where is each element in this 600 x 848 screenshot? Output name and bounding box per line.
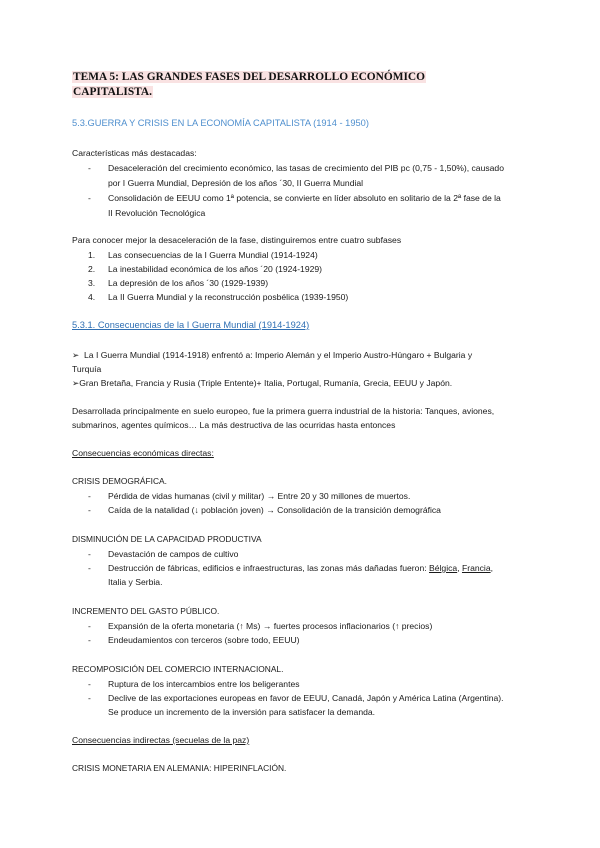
feature-item-continuation: II Revolución Tecnológica (108, 208, 206, 218)
section-heading: 5.3.GUERRA Y CRISIS EN LA ECONOMÍA CAPITALISTA (1914 - 1950) (72, 118, 369, 128)
features-intro: Características más destacadas: (72, 148, 197, 158)
war-participants-line-1: ➢ La I Guerra Mundial (1914-1918) enfrentó a: Imperio Alemán y el Imperio Austro-Húngaro + Bulgaria y (72, 348, 528, 363)
subsection-heading: 5.3.1. Consecuencias de la I Guerra Mundial (1914-1924) (72, 320, 310, 330)
arrowhead-bullet-icon: ➢ (72, 350, 80, 360)
list-item: - Pérdida de vidas humanas (civil y militar) → Entre 20 y 30 millones de muertos. (88, 491, 411, 501)
crisis-demografica-heading: CRISIS DEMOGRÁFICA. (72, 476, 167, 486)
subphase-item: 1. Las consecuencias de la I Guerra Mundial (1914-1924) (88, 250, 318, 260)
war-participants-line-2: Turquía (72, 364, 102, 374)
spending-heading: INCREMENTO DEL GASTO PÚBLICO. (72, 606, 220, 616)
belgica-link: Bélgica (429, 563, 458, 573)
war-participants-line-3: ➢Gran Bretaña, Francia y Rusia (Triple Entente)+ Italia, Portugal, Rumanía, Grecia, EEUU y Japón. (72, 378, 453, 388)
feature-item: - Consolidación de EEUU como 1ª potencia, se convierte en líder absoluto en solitario de la 2ª fase de la (88, 193, 501, 203)
capacity-heading: DISMINUCIÓN DE LA CAPACIDAD PRODUCTIVA (72, 534, 262, 544)
trade-heading: RECOMPOSICIÓN DEL COMERCIO INTERNACIONAL. (72, 664, 284, 674)
direct-consequences-heading: Consecuencias económicas directas: (72, 448, 214, 458)
list-item: - Ruptura de los intercambios entre los beligerantes (88, 679, 300, 689)
arrowhead-bullet-icon: ➢ (72, 378, 80, 388)
list-item: - Expansión de la oferta monetaria (↑ Ms) → fuertes procesos inflacionarios (↑ precios) (88, 621, 433, 631)
war-description-line-2: submarinos, agentes químicos… La más destructiva de las ocurridas hasta entonces (72, 420, 396, 430)
feature-item-continuation: por I Guerra Mundial, Depresión de los años ´30, II Guerra Mundial (108, 178, 364, 188)
subphases-intro: Para conocer mejor la desaceleración de la fase, distinguiremos entre cuatro subfases (72, 235, 402, 245)
subphase-item: 4. La II Guerra Mundial y la reconstrucción posbélica (1939-1950) (88, 292, 349, 302)
list-item: - Destrucción de fábricas, edificios e infraestructuras, las zonas más dañadas fueron: Bélgica, Francia, (88, 563, 494, 573)
francia-link: Francia (461, 563, 491, 573)
list-item-continuation: Italia y Serbia. (108, 577, 163, 587)
subphase-item: 2. La inestabilidad económica de los años ´20 (1924-1929) (88, 264, 323, 274)
subphase-item: 3. La depresión de los años ´30 (1929-1939) (88, 278, 269, 288)
list-item: - Endeudamientos con terceros (sobre todo, EEUU) (88, 635, 300, 645)
feature-item: - Desaceleración del crecimiento económico, las tasas de crecimiento del PIB pc (0,75 - 1,50%), causado (88, 163, 504, 173)
document-title-line-1: TEMA 5: LAS GRANDES FASES DEL DESARROLLO ECONÓMICO (73, 71, 426, 83)
war-description-line-1: Desarrollada principalmente en suelo europeo, fue la primera guerra industrial de la historia: Tanques, aviones, (72, 406, 495, 416)
list-item: - Devastación de campos de cultivo (88, 549, 239, 559)
list-item: - Declive de las exportaciones europeas en favor de EEUU, Canadá, Japón y América Latina (Argentina). (88, 693, 504, 703)
indirect-consequences-heading: Consecuencias indirectas (secuelas de la paz) (72, 735, 250, 745)
list-item: - Caída de la natalidad (↓ población joven) → Consolidación de la transición demográfica (88, 505, 441, 515)
document-title-line-2: CAPITALISTA. (73, 86, 153, 98)
list-item-continuation: Se produce un incremento de la inversión para satisfacer la demanda. (108, 707, 376, 717)
monetary-crisis-heading: CRISIS MONETARIA EN ALEMANIA: HIPERINFLACIÓN. (72, 763, 287, 773)
